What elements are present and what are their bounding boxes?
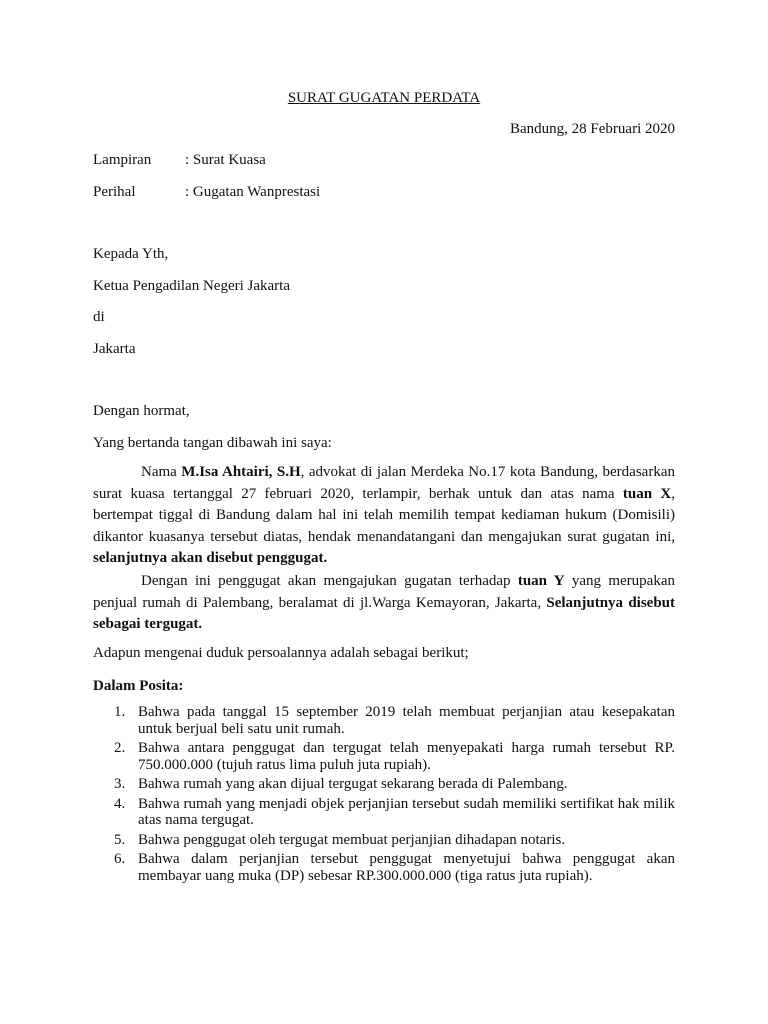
advocate-name: M.Isa Ahtairi, S.H xyxy=(181,464,301,480)
posita-heading: Dalam Posita: xyxy=(93,678,184,694)
letter-date: Bandung, 28 Februari 2020 xyxy=(510,121,675,137)
undersigned-line: Yang bertanda tangan dibawah ini saya: xyxy=(93,435,332,451)
p1-text-a: Nama xyxy=(141,464,182,480)
list-text: Bahwa dalam perjanjian tersebut penggugat menyetujui bahwa penggugat akan membayar uang muka (DP) sebesar RP.300.000.000 (tiga ratus juta rupiah). xyxy=(138,851,675,884)
list-text: Bahwa antara penggugat dan tergugat telah menyepakati harga rumah tersebut RP. 750.000.000 (tujuh ratus lima puluh juta rupiah). xyxy=(138,740,675,773)
paragraph-defendant xyxy=(93,571,675,636)
list-text: Bahwa rumah yang menjadi objek perjanjian tersebut sudah memiliki sertifikat hak milik atas nama tergugat. xyxy=(138,795,675,828)
defendant-name: tuan Y xyxy=(517,573,565,589)
p2-text-a: Dengan ini penggugat akan mengajukan gugatan terhadap xyxy=(141,573,518,589)
client-name: tuan X xyxy=(622,485,672,502)
perihal-label: Perihal xyxy=(93,184,136,200)
p1-text-d: selanjutnya akan disebut penggugat. xyxy=(93,550,328,566)
list-number: 2. xyxy=(114,740,126,756)
p1-text-b: , advokat di jalan Merdeka No.17 kota Bandung, berdasarkan surat kuasa tertanggal 27 februari 2020, terlampir, berhak untuk dan atas nama xyxy=(93,464,675,502)
case-intro: Adapun mengenai duduk persoalannya adalah sebagai berikut; xyxy=(93,645,469,661)
list-item xyxy=(93,776,675,793)
lampiran-value: : Surat Kuasa xyxy=(185,152,266,168)
list-item xyxy=(93,851,675,884)
list-item xyxy=(93,704,675,737)
p2-text-b: yang merupakan penjual rumah di Palembang, beralamat di jl.Warga Kemayoran, Jakarta, xyxy=(93,573,675,611)
list-number: 3. xyxy=(114,776,126,792)
recipient-di: di xyxy=(93,309,105,325)
paragraph-plaintiff xyxy=(93,462,675,570)
list-number: 1. xyxy=(114,704,126,720)
opening-salutation: Dengan hormat, xyxy=(93,403,190,419)
list-text: Bahwa penggugat oleh tergugat membuat perjanjian dihadapan notaris. xyxy=(138,831,566,848)
p1-text-c: , bertempat tiggal di Bandung dalam hal ini telah memilih tempat kediaman hukum (Domisili) dikantor kuasanya tersebut diatas, hendak menandatangani dan mengajukan surat gugatan ini, xyxy=(93,485,675,545)
recipient-greeting: Kepada Yth, xyxy=(93,246,169,262)
list-number: 5. xyxy=(114,831,126,848)
p2-text-c: Selanjutnya disebut sebagai tergugat. xyxy=(93,594,676,632)
lampiran-label: Lampiran xyxy=(93,152,152,168)
document-title: SURAT GUGATAN PERDATA xyxy=(287,90,481,106)
recipient-name: Ketua Pengadilan Negeri Jakarta xyxy=(93,278,290,294)
list-item xyxy=(93,796,675,829)
list-text: Bahwa rumah yang akan dijual tergugat sekarang berada di Palembang. xyxy=(138,776,568,792)
list-number: 6. xyxy=(114,851,126,867)
list-item xyxy=(93,740,675,773)
recipient-city: Jakarta xyxy=(93,341,136,357)
list-number: 4. xyxy=(114,795,126,812)
list-text: Bahwa pada tanggal 15 september 2019 telah membuat perjanjian atau kesepakatan untuk berjual beli satu unit rumah. xyxy=(138,704,675,737)
perihal-value: : Gugatan Wanprestasi xyxy=(185,184,321,200)
posita-list xyxy=(93,704,675,887)
list-item xyxy=(93,832,675,849)
